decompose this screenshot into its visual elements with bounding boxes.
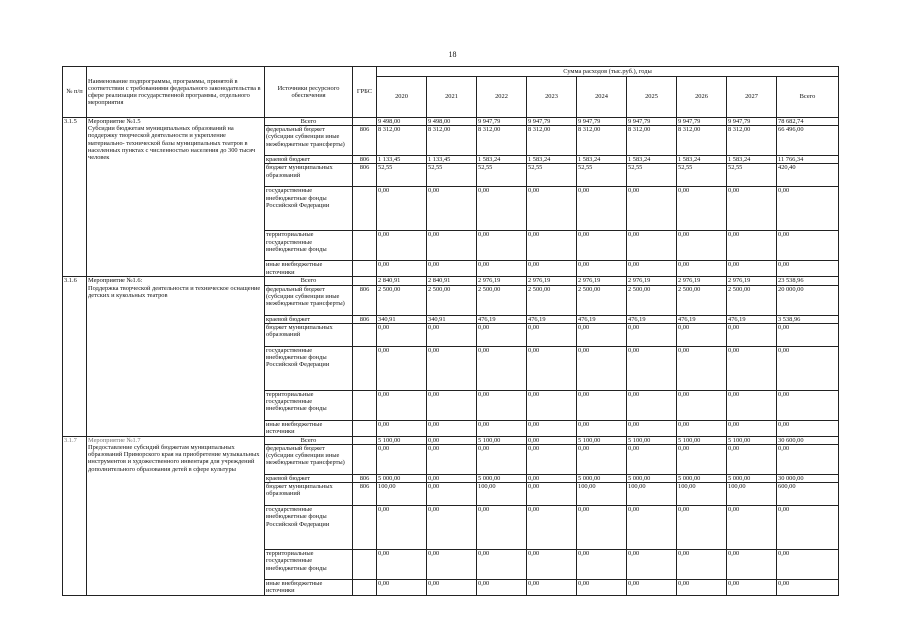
amount-cell: 1 583,24: [677, 156, 727, 164]
amount-cell: 0,00: [727, 420, 777, 436]
amount-cell: 0,00: [677, 506, 727, 550]
grbs-code: 806: [353, 156, 377, 164]
grbs-code: 806: [353, 126, 377, 156]
grbs-code: [353, 346, 377, 390]
amount-cell: 0,00: [377, 420, 427, 436]
funding-source: Всего: [265, 436, 353, 444]
grbs-code: 806: [353, 475, 377, 483]
amount-cell: 0,00: [427, 346, 477, 390]
amount-cell: 0,00: [427, 420, 477, 436]
amount-cell: 78 682,74: [777, 118, 839, 126]
funding-source: Всего: [265, 118, 353, 126]
amount-cell: 2 840,91: [427, 277, 477, 285]
measure-description: Субсидии бюджетам муниципальных образований на поддержку творческой деятельности и укрепление материально- технической базы муниципальных театров в населенных пунктах с численностью населения до 300 тысяч человек: [88, 125, 256, 162]
amount-cell: 9 947,79: [577, 118, 627, 126]
amount-cell: 5 100,00: [627, 436, 677, 444]
grbs-code: [353, 550, 377, 580]
grbs-code: 806: [353, 285, 377, 315]
amount-cell: 0,00: [427, 390, 477, 420]
amount-cell: 5 000,00: [727, 475, 777, 483]
amount-cell: 0,00: [527, 231, 577, 261]
funding-source: иные внебюджетные источники: [265, 420, 353, 436]
amount-cell: 0,00: [477, 346, 527, 390]
amount-cell: 100,00: [377, 483, 427, 506]
amount-cell: 0,00: [677, 323, 727, 346]
measure-number: 3.1.7: [63, 436, 87, 595]
grbs-code: [353, 261, 377, 277]
amount-cell: 0,00: [577, 346, 627, 390]
amount-cell: 0,00: [627, 445, 677, 475]
amount-cell: 2 976,19: [727, 277, 777, 285]
amount-cell: 2 500,00: [727, 285, 777, 315]
amount-cell: 2 840,91: [377, 277, 427, 285]
measure-title: Мероприятие №1.5: [88, 118, 141, 125]
amount-cell: 0,00: [527, 475, 577, 483]
amount-cell: 20 000,00: [777, 285, 839, 315]
grbs-code: [353, 580, 377, 596]
amount-cell: 0,00: [677, 390, 727, 420]
amount-cell: 5 100,00: [727, 436, 777, 444]
grbs-code: [353, 187, 377, 231]
amount-cell: 8 312,00: [377, 126, 427, 156]
funding-source: краевой бюджет: [265, 475, 353, 483]
amount-cell: 0,00: [627, 346, 677, 390]
grbs-code: 806: [353, 483, 377, 506]
amount-cell: 0,00: [627, 420, 677, 436]
amount-cell: 9 947,79: [677, 118, 727, 126]
amount-cell: 0,00: [377, 261, 427, 277]
amount-cell: 0,00: [627, 390, 677, 420]
funding-source: государственные внебюджетные фонды Российской Федерации: [265, 346, 353, 390]
funding-source: федеральный бюджет (субсидии субвенции иные межбюджетные трансферты): [265, 445, 353, 475]
amount-cell: 9 947,79: [727, 118, 777, 126]
table-header: [63, 67, 839, 118]
measure-number: 3.1.6: [63, 277, 87, 436]
amount-cell: 0,00: [777, 187, 839, 231]
amount-cell: 0,00: [427, 187, 477, 231]
amount-cell: 11 766,34: [777, 156, 839, 164]
measure-number: 3.1.5: [63, 118, 87, 277]
amount-cell: 52,55: [727, 164, 777, 187]
header-year: 2026: [677, 77, 727, 118]
amount-cell: 5 000,00: [577, 475, 627, 483]
header-num: № п/п: [63, 67, 87, 118]
amount-cell: 0,00: [677, 187, 727, 231]
amount-cell: 1 133,45: [427, 156, 477, 164]
amount-cell: 3 538,96: [777, 315, 839, 323]
amount-cell: 0,00: [377, 346, 427, 390]
amount-cell: 0,00: [577, 261, 627, 277]
amount-cell: 0,00: [527, 346, 577, 390]
header-year: 2025: [627, 77, 677, 118]
amount-cell: 5 000,00: [677, 475, 727, 483]
amount-cell: 52,55: [477, 164, 527, 187]
amount-cell: 2 500,00: [677, 285, 727, 315]
grbs-code: [353, 231, 377, 261]
page-number: 18: [448, 50, 457, 59]
amount-cell: 0,00: [477, 390, 527, 420]
amount-cell: 2 500,00: [477, 285, 527, 315]
amount-cell: 0,00: [727, 261, 777, 277]
amount-cell: 0,00: [427, 475, 477, 483]
amount-cell: 0,00: [377, 323, 427, 346]
funding-source: территориальные государственные внебюджетные фонды: [265, 390, 353, 420]
amount-cell: 5 000,00: [377, 475, 427, 483]
amount-cell: 0,00: [627, 187, 677, 231]
amount-cell: 0,00: [577, 506, 627, 550]
amount-cell: 5 100,00: [577, 436, 627, 444]
amount-cell: 340,91: [377, 315, 427, 323]
amount-cell: 100,00: [727, 483, 777, 506]
amount-cell: 0,00: [377, 390, 427, 420]
amount-cell: 0,00: [377, 550, 427, 580]
grbs-code: [353, 420, 377, 436]
amount-cell: 0,00: [527, 445, 577, 475]
amount-cell: 0,00: [477, 420, 527, 436]
amount-cell: 100,00: [577, 483, 627, 506]
amount-cell: 2 500,00: [527, 285, 577, 315]
measure-title: Мероприятие №1.6:: [88, 277, 143, 285]
amount-cell: 0,00: [677, 231, 727, 261]
amount-cell: 0,00: [577, 580, 627, 596]
amount-cell: 0,00: [477, 261, 527, 277]
amount-cell: 0,00: [427, 231, 477, 261]
amount-cell: 2 500,00: [427, 285, 477, 315]
amount-cell: 0,00: [677, 550, 727, 580]
amount-cell: 0,00: [427, 261, 477, 277]
amount-cell: 100,00: [477, 483, 527, 506]
header-year: 2024: [577, 77, 627, 118]
amount-cell: 52,55: [577, 164, 627, 187]
table-row: [63, 277, 839, 285]
amount-cell: 0,00: [527, 420, 577, 436]
funding-source: бюджет муниципальных образований: [265, 483, 353, 506]
amount-cell: 0,00: [527, 323, 577, 346]
amount-cell: 0,00: [427, 445, 477, 475]
amount-cell: 5 100,00: [677, 436, 727, 444]
header-name: Наименование подпрограммы, программы, принятой в соответствии с требованиями федерального законодательства в сфере реализации государственной программы, отдельного мероприятия: [87, 67, 265, 118]
amount-cell: 0,00: [627, 231, 677, 261]
grbs-code: 806: [353, 315, 377, 323]
amount-cell: 0,00: [577, 390, 627, 420]
amount-cell: 0,00: [477, 187, 527, 231]
header-year: 2021: [427, 77, 477, 118]
header-year: 2020: [377, 77, 427, 118]
amount-cell: 0,00: [527, 506, 577, 550]
funding-source: территориальные государственные внебюджетные фонды: [265, 231, 353, 261]
amount-cell: 0,00: [527, 436, 577, 444]
amount-cell: 23 538,96: [777, 277, 839, 285]
amount-cell: 0,00: [477, 323, 527, 346]
header-year: Всего: [777, 77, 839, 118]
funding-source: краевой бюджет: [265, 315, 353, 323]
amount-cell: 52,55: [627, 164, 677, 187]
measure-description: Предоставление субсидий бюджетам муниципальных образований Приморского края на приобретение музыкальных инструментов и художественного инвентаря для учреждений дополнительного образования детей в сфере культуры: [88, 444, 260, 473]
amount-cell: 0,00: [577, 323, 627, 346]
table-row: [63, 118, 839, 126]
amount-cell: 2 500,00: [577, 285, 627, 315]
measure-cell: [87, 118, 265, 277]
amount-cell: 0,00: [527, 580, 577, 596]
amount-cell: 1 583,24: [577, 156, 627, 164]
amount-cell: 0,00: [727, 346, 777, 390]
grbs-code: [353, 436, 377, 444]
amount-cell: 0,00: [727, 390, 777, 420]
amount-cell: 0,00: [777, 390, 839, 420]
amount-cell: 1 583,24: [627, 156, 677, 164]
table-body: [63, 118, 839, 596]
measure-cell: [87, 277, 265, 436]
amount-cell: 1 583,24: [527, 156, 577, 164]
amount-cell: 1 133,45: [377, 156, 427, 164]
amount-cell: 0,00: [627, 323, 677, 346]
amount-cell: 8 312,00: [527, 126, 577, 156]
amount-cell: 2 976,19: [477, 277, 527, 285]
funding-source: бюджет муниципальных образований: [265, 323, 353, 346]
amount-cell: 476,19: [527, 315, 577, 323]
header-grbs: ГРБС: [353, 67, 377, 118]
amount-cell: 476,19: [477, 315, 527, 323]
amount-cell: 9 498,00: [427, 118, 477, 126]
amount-cell: 100,00: [677, 483, 727, 506]
grbs-code: [353, 445, 377, 475]
amount-cell: 0,00: [527, 483, 577, 506]
amount-cell: 476,19: [577, 315, 627, 323]
amount-cell: 0,00: [677, 346, 727, 390]
amount-cell: 2 976,19: [527, 277, 577, 285]
amount-cell: 0,00: [777, 323, 839, 346]
amount-cell: 0,00: [627, 506, 677, 550]
amount-cell: 8 312,00: [477, 126, 527, 156]
amount-cell: 0,00: [477, 231, 527, 261]
amount-cell: 2 976,19: [677, 277, 727, 285]
amount-cell: 52,55: [377, 164, 427, 187]
amount-cell: 0,00: [577, 420, 627, 436]
measure-title: Мероприятие №1.7: [88, 436, 141, 444]
funding-source: государственные внебюджетные фонды Российской Федерации: [265, 506, 353, 550]
amount-cell: 52,55: [677, 164, 727, 187]
amount-cell: 0,00: [777, 445, 839, 475]
amount-cell: 0,00: [577, 550, 627, 580]
amount-cell: 420,40: [777, 164, 839, 187]
amount-cell: 0,00: [377, 580, 427, 596]
amount-cell: 2 976,19: [577, 277, 627, 285]
amount-cell: 8 312,00: [577, 126, 627, 156]
amount-cell: 0,00: [677, 420, 727, 436]
amount-cell: 0,00: [677, 445, 727, 475]
grbs-code: [353, 323, 377, 346]
funding-source: иные внебюджетные источники: [265, 580, 353, 596]
amount-cell: 2 976,19: [627, 277, 677, 285]
amount-cell: 0,00: [627, 550, 677, 580]
amount-cell: 2 500,00: [627, 285, 677, 315]
amount-cell: 9 947,79: [477, 118, 527, 126]
budget-table: [62, 66, 839, 596]
amount-cell: 340,91: [427, 315, 477, 323]
amount-cell: 9 947,79: [627, 118, 677, 126]
amount-cell: 0,00: [777, 506, 839, 550]
amount-cell: 0,00: [677, 580, 727, 596]
amount-cell: 476,19: [727, 315, 777, 323]
amount-cell: 0,00: [377, 231, 427, 261]
funding-source: государственные внебюджетные фонды Российской Федерации: [265, 187, 353, 231]
grbs-code: [353, 506, 377, 550]
header-sum: Сумма расходов (тыс.руб.), годы: [377, 67, 839, 77]
amount-cell: 0,00: [477, 580, 527, 596]
measure-description: Поддержка творческой деятельности и техническое оснащение детских и кукольных театров: [88, 284, 261, 299]
amount-cell: 9 947,79: [527, 118, 577, 126]
amount-cell: 66 496,00: [777, 126, 839, 156]
amount-cell: 0,00: [477, 445, 527, 475]
amount-cell: 0,00: [427, 580, 477, 596]
amount-cell: 0,00: [677, 261, 727, 277]
amount-cell: 476,19: [627, 315, 677, 323]
amount-cell: 0,00: [427, 436, 477, 444]
amount-cell: 0,00: [777, 261, 839, 277]
amount-cell: 1 583,24: [477, 156, 527, 164]
amount-cell: 0,00: [727, 506, 777, 550]
amount-cell: 0,00: [727, 323, 777, 346]
measure-cell: [87, 436, 265, 595]
amount-cell: 8 312,00: [427, 126, 477, 156]
amount-cell: 0,00: [527, 187, 577, 231]
amount-cell: 2 500,00: [377, 285, 427, 315]
funding-source: федеральный бюджет (субсидии субвенции иные межбюджетные трансферты): [265, 126, 353, 156]
grbs-code: [353, 118, 377, 126]
amount-cell: 476,19: [677, 315, 727, 323]
amount-cell: 100,00: [627, 483, 677, 506]
amount-cell: 0,00: [727, 187, 777, 231]
amount-cell: 30 000,00: [777, 475, 839, 483]
amount-cell: 52,55: [427, 164, 477, 187]
amount-cell: 8 312,00: [627, 126, 677, 156]
amount-cell: 5 100,00: [477, 436, 527, 444]
amount-cell: 5 000,00: [627, 475, 677, 483]
amount-cell: 0,00: [577, 445, 627, 475]
amount-cell: 0,00: [777, 550, 839, 580]
amount-cell: 8 312,00: [727, 126, 777, 156]
amount-cell: 600,00: [777, 483, 839, 506]
amount-cell: 0,00: [777, 420, 839, 436]
amount-cell: 52,55: [527, 164, 577, 187]
header-source: Источники ресурсного обеспечения: [265, 67, 353, 118]
amount-cell: 0,00: [727, 580, 777, 596]
header-year: 2022: [477, 77, 527, 118]
header-year: 2027: [727, 77, 777, 118]
amount-cell: 0,00: [427, 323, 477, 346]
amount-cell: 0,00: [377, 506, 427, 550]
amount-cell: 5 100,00: [377, 436, 427, 444]
funding-source: Всего: [265, 277, 353, 285]
amount-cell: 0,00: [727, 550, 777, 580]
amount-cell: 0,00: [477, 550, 527, 580]
grbs-code: [353, 390, 377, 420]
amount-cell: 0,00: [427, 506, 477, 550]
amount-cell: 0,00: [777, 346, 839, 390]
amount-cell: 8 312,00: [677, 126, 727, 156]
funding-source: территориальные государственные внебюджетные фонды: [265, 550, 353, 580]
amount-cell: 0,00: [727, 445, 777, 475]
amount-cell: 0,00: [777, 580, 839, 596]
amount-cell: 0,00: [527, 390, 577, 420]
amount-cell: 1 583,24: [727, 156, 777, 164]
amount-cell: 30 600,00: [777, 436, 839, 444]
funding-source: краевой бюджет: [265, 156, 353, 164]
amount-cell: 0,00: [377, 187, 427, 231]
amount-cell: 0,00: [777, 231, 839, 261]
grbs-code: [353, 277, 377, 285]
amount-cell: 9 498,00: [377, 118, 427, 126]
amount-cell: 0,00: [427, 550, 477, 580]
amount-cell: 0,00: [627, 261, 677, 277]
header-year: 2023: [527, 77, 577, 118]
amount-cell: 0,00: [527, 550, 577, 580]
amount-cell: 0,00: [577, 231, 627, 261]
amount-cell: 0,00: [627, 580, 677, 596]
funding-source: федеральный бюджет (субсидии субвенции иные межбюджетные трансферты): [265, 285, 353, 315]
grbs-code: 806: [353, 164, 377, 187]
funding-source: бюджет муниципальных образований: [265, 164, 353, 187]
amount-cell: 0,00: [377, 445, 427, 475]
amount-cell: 0,00: [427, 483, 477, 506]
funding-source: иные внебюджетные источники: [265, 261, 353, 277]
table-row: [63, 436, 839, 444]
amount-cell: 0,00: [727, 231, 777, 261]
amount-cell: 5 000,00: [477, 475, 527, 483]
amount-cell: 0,00: [577, 187, 627, 231]
amount-cell: 0,00: [527, 261, 577, 277]
amount-cell: 0,00: [477, 506, 527, 550]
